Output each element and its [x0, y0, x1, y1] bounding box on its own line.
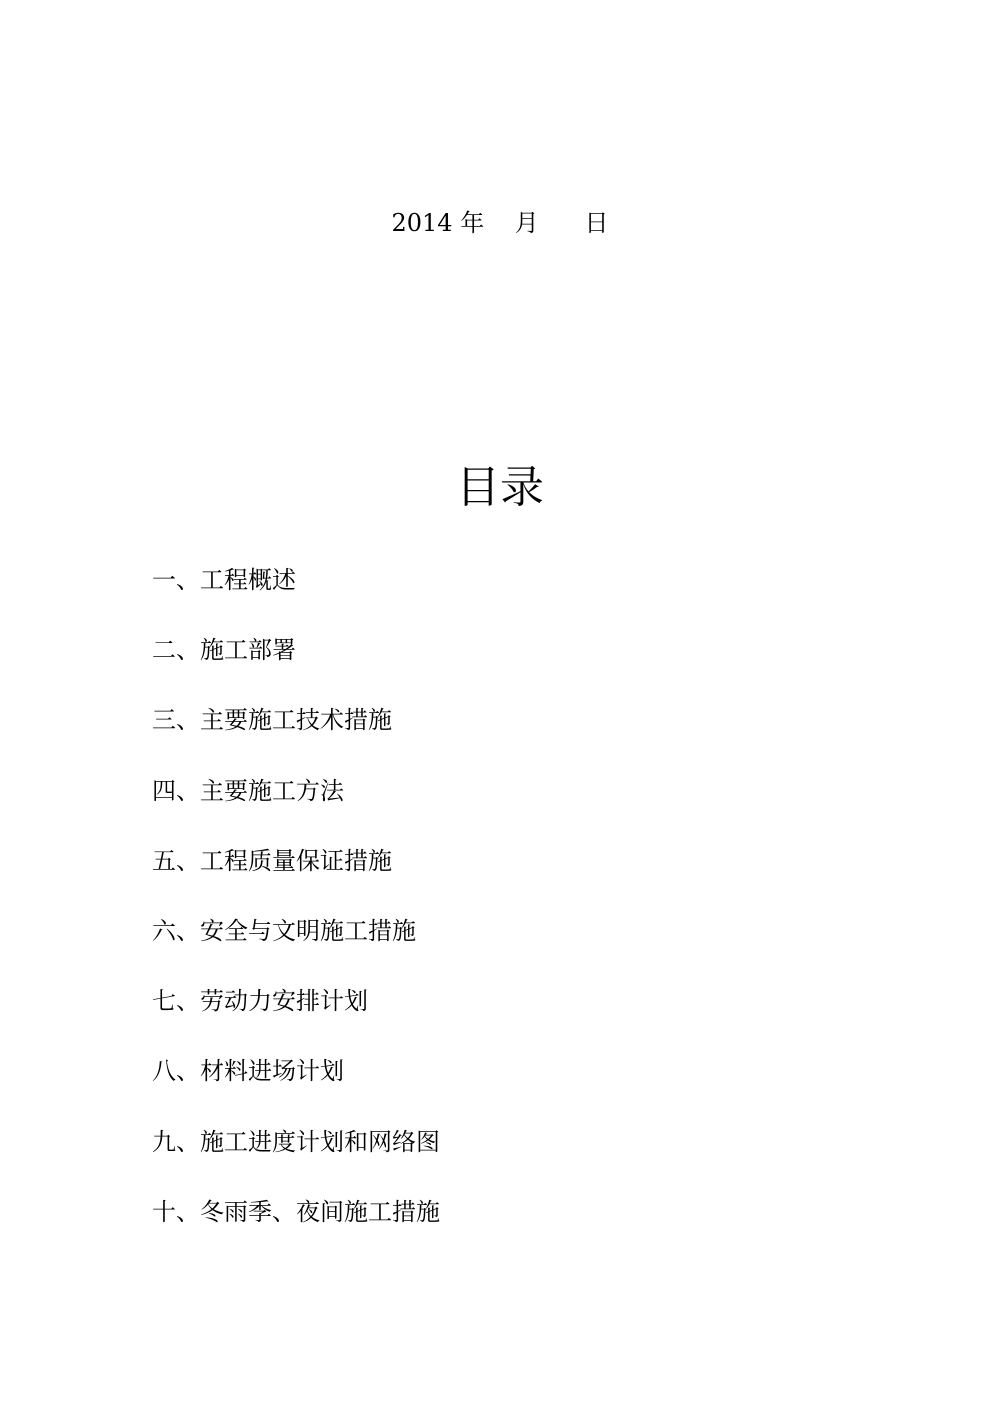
- toc-title: 目录: [456, 462, 544, 513]
- toc-item: 二、施工部署: [152, 636, 296, 665]
- toc-item: 一、工程概述: [152, 566, 296, 594]
- toc-item: 五、工程质量保证措施: [152, 846, 392, 875]
- toc-item: 十、冬雨季、夜间施工措施: [152, 1197, 440, 1226]
- document-date: 2014 年 月 日: [391, 209, 609, 237]
- toc-item: 七、劳动力安排计划: [152, 987, 368, 1016]
- toc-item: 九、施工进度计划和网络图: [152, 1127, 440, 1156]
- toc-item: 四、主要施工方法: [152, 776, 344, 805]
- toc-item: 六、安全与文明施工措施: [152, 916, 416, 945]
- toc-item: 三、主要施工技术措施: [152, 706, 392, 735]
- toc-list: [152, 562, 440, 1264]
- toc-item: 八、材料进场计划: [152, 1057, 344, 1086]
